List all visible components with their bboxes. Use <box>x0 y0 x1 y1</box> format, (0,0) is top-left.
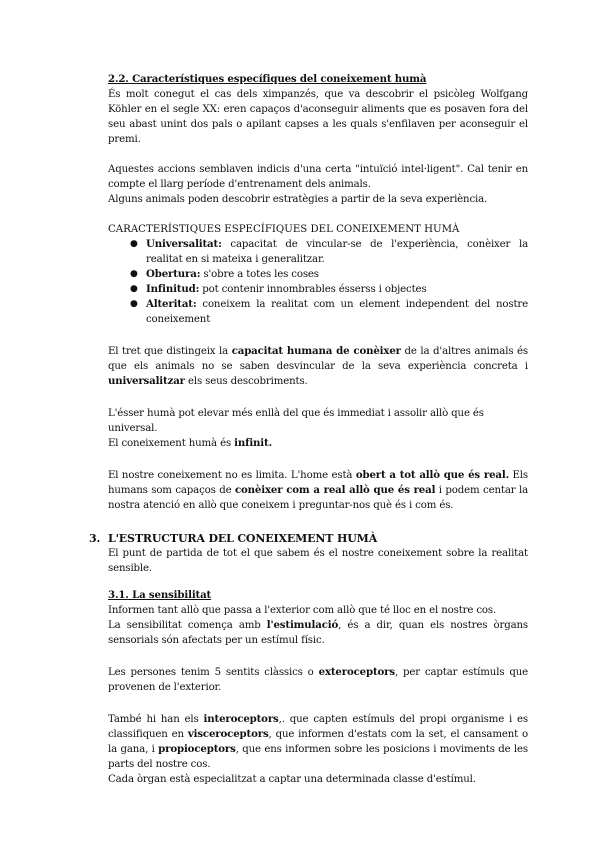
paragraph-intuicio: Aquestes accions semblaven indicis d'una certa "intuïció intel·ligent". Cal tenir en compte el llarg període d'entrenament dels animals. <box>108 164 528 190</box>
section-3-number: 3. <box>89 532 101 545</box>
paragraph-esser-huma: L'ésser humà pot elevar més enllà del que és immediat i assolir allò que és universal. <box>108 408 484 434</box>
feature-term: Universalitat: <box>146 238 222 250</box>
section-3-title: L'ESTRUCTURA DEL CONEIXEMENT HUMÀ <box>108 532 378 545</box>
paragraph-infinit: El coneixement humà és infinit. <box>108 437 272 449</box>
paragraph-kohler: És molt conegut el cas dels ximpanzés, que va descobrir el psicòleg Wolfgang Köhler en el segle XX: eren capaços d'aconseguir aliments que es posaven fora del seu abast unint dos pals o apilant capses a les quals s'enfilaven per aconseguir el premi. <box>108 89 528 145</box>
feature-term: Infinitud: <box>146 283 200 295</box>
features-list <box>108 237 528 327</box>
paragraph-informen: Informen tant allò que passa a l'exterior com allò que té lloc en el nostre cos. <box>108 605 497 616</box>
paragraph-organ: Cada òrgan està especialitzat a captar una determinada classe d'estímul. <box>108 774 476 785</box>
page-content <box>89 72 529 787</box>
list-item <box>130 237 528 267</box>
feature-text: capacitat de vincular-se de l'experiència, conèixer la realitat en si mateixa i generalitzar. <box>146 239 528 265</box>
section-3-1-title: 3.1. La sensibilitat <box>108 589 212 601</box>
paragraph-obert: El nostre coneixement no es limita. L'home està obert a tot allò que és real. Els humans som capaços de conèixer com a real allò que és real i podem centar la nostra atenció en allò que coneixem i preguntar-nos què és i com és. <box>108 469 528 511</box>
features-heading: CARACTERÍSTIQUES ESPECÍFIQUES DEL CONEIXEMENT HUMÀ <box>108 224 460 235</box>
section-2-2-title: 2.2. Característiques específiques del coneixement humà <box>108 73 427 85</box>
list-item <box>130 297 528 327</box>
bullet-icon: ● <box>130 299 138 309</box>
list-item <box>130 267 528 282</box>
feature-text: s'obre a totes les coses <box>200 269 319 280</box>
feature-term: Alteritat: <box>146 298 197 310</box>
bullet-icon: ● <box>130 284 138 294</box>
paragraph-estrategies: Alguns animals poden descobrir estratègies a partir de la seva experiència. <box>108 194 488 205</box>
paragraph-estimulacio: La sensibilitat comença amb l'estimulació, és a dir, quan els nostres òrgans sensorials són afectats per un estímul físic. <box>108 619 528 646</box>
bullet-icon: ● <box>130 239 138 249</box>
paragraph-tret: El tret que distingeix la capacitat humana de conèixer de la d'altres animals és que els animals no se saben desvincular de la seva experiència concreta i universalitzar els seus descobriments. <box>108 345 528 387</box>
list-item <box>130 282 528 297</box>
feature-term: Obertura: <box>146 268 201 280</box>
bullet-icon: ● <box>130 269 138 279</box>
feature-text: pot contenir innombrables ésserss i objectes <box>199 284 427 295</box>
feature-text: coneixem la realitat com un element independent del nostre coneixement <box>146 299 528 325</box>
paragraph-exteroceptors: Les persones tenim 5 sentits clàssics o exteroceptors, per captar estímuls que provenen de l'exterior. <box>108 666 528 693</box>
section-3 <box>89 531 528 576</box>
paragraph-punt-partida: El punt de partida de tot el que sabem és el nostre coneixement sobre la realitat sensible. <box>108 548 528 574</box>
paragraph-interoceptors: També hi han els interoceptors,. que capten estímuls del propi organisme i es classifiquen en visceroceptors, que informen d'estats com la set, el cansament o la gana, i propioceptors, que ens informen sobre les posicions i moviments de les parts del nostre cos. <box>108 713 529 770</box>
